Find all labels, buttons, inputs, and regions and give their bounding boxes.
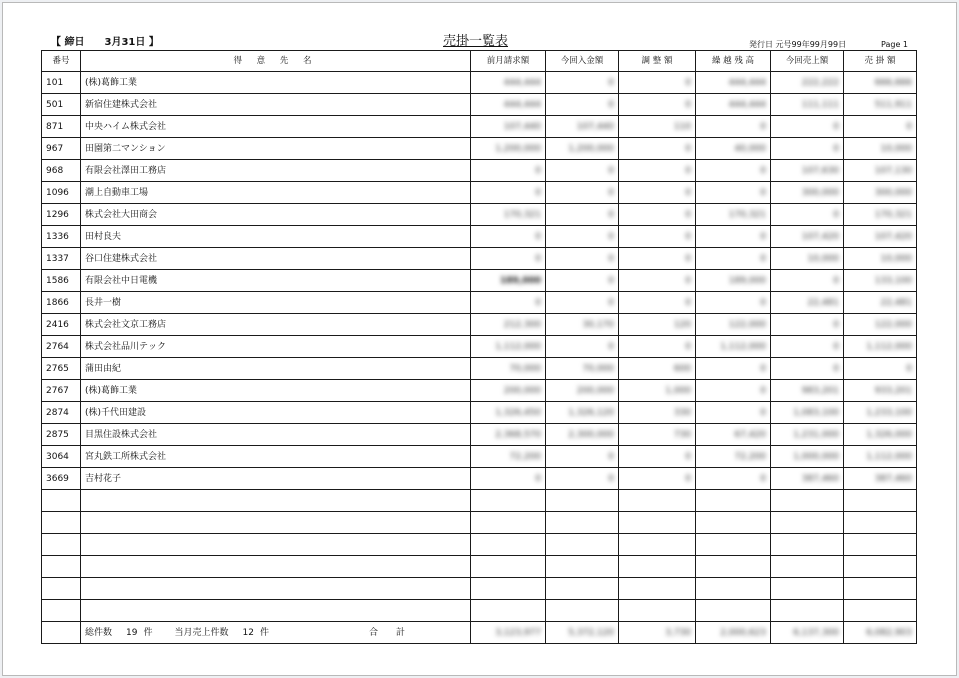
cell-prev-billing: 107,440 — [471, 116, 546, 138]
col-header-no: 番号 — [42, 51, 81, 72]
issue-date: 発行日 元号99年99月99日 — [749, 40, 847, 49]
cell-customer-no: 968 — [42, 160, 81, 182]
cell-payments: 0 — [546, 292, 619, 314]
table-row-empty — [42, 512, 917, 534]
empty-cell — [619, 578, 696, 600]
cell-sales: 1,083,100 — [771, 402, 844, 424]
cell-receivable: 666,666 — [844, 72, 917, 94]
empty-cell — [619, 556, 696, 578]
table-row — [42, 94, 917, 116]
cell-sales: 983,201 — [771, 380, 844, 402]
empty-cell — [546, 578, 619, 600]
table-row — [42, 380, 917, 402]
empty-cell — [81, 600, 471, 622]
cell-receivable: 1,112,000 — [844, 336, 917, 358]
cell-carried-balance: 0 — [696, 380, 771, 402]
cell-prev-billing: 170,321 — [471, 204, 546, 226]
cell-customer-no: 967 — [42, 138, 81, 160]
cell-receivable: 170,321 — [844, 204, 917, 226]
cell-sales: 222,222 — [771, 72, 844, 94]
cell-customer-no: 501 — [42, 94, 81, 116]
cell-customer-no: 1296 — [42, 204, 81, 226]
table-row — [42, 468, 917, 490]
cell-carried-balance: 40,000 — [696, 138, 771, 160]
empty-cell — [771, 600, 844, 622]
cell-carried-balance: 0 — [696, 248, 771, 270]
receivables-table — [41, 50, 917, 644]
closing-date: 【 締日 3月31日 】 — [51, 37, 159, 48]
cell-payments: 200,000 — [546, 380, 619, 402]
cell-payments: 0 — [546, 204, 619, 226]
cell-payments: 0 — [546, 468, 619, 490]
total-carried: 2,000,623 — [696, 622, 771, 644]
cell-customer-name: 株式会社文京工務店 — [81, 314, 471, 336]
table-row — [42, 116, 917, 138]
cell-sales: 0 — [771, 138, 844, 160]
empty-cell — [81, 556, 471, 578]
cell-customer-no: 2416 — [42, 314, 81, 336]
total-sales: 6,137,300 — [771, 622, 844, 644]
cell-sales: 107,630 — [771, 160, 844, 182]
cell-prev-billing: 0 — [471, 292, 546, 314]
cell-adjustment: 730 — [619, 424, 696, 446]
cell-prev-billing: 70,000 — [471, 358, 546, 380]
table-row — [42, 204, 917, 226]
cell-payments: 0 — [546, 160, 619, 182]
cell-customer-no: 1337 — [42, 248, 81, 270]
empty-cell — [42, 490, 81, 512]
cell-carried-balance: 1,112,000 — [696, 336, 771, 358]
cell-prev-billing: 2,368,570 — [471, 424, 546, 446]
cell-customer-no: 1866 — [42, 292, 81, 314]
sales-count-label: 当月売上件数 — [174, 627, 229, 638]
cell-prev-billing: 0 — [471, 226, 546, 248]
cell-receivable: 1,326,000 — [844, 424, 917, 446]
table-row — [42, 292, 917, 314]
cell-adjustment: 330 — [619, 402, 696, 424]
cell-carried-balance: 0 — [696, 160, 771, 182]
empty-cell — [619, 600, 696, 622]
cell-receivable: 107,130 — [844, 160, 917, 182]
cell-customer-no: 2764 — [42, 336, 81, 358]
col-header-receivable: 売 掛 額 — [844, 51, 917, 72]
cell-sales: 387,460 — [771, 468, 844, 490]
cell-carried-balance: 189,000 — [696, 270, 771, 292]
cell-customer-name: 目黒住設株式会社 — [81, 424, 471, 446]
cell-prev-billing: 72,200 — [471, 446, 546, 468]
cell-payments: 30,170 — [546, 314, 619, 336]
cell-carried-balance: 122,000 — [696, 314, 771, 336]
cell-sales: 300,000 — [771, 182, 844, 204]
empty-cell — [844, 512, 917, 534]
empty-cell — [696, 534, 771, 556]
cell-customer-name: (株)千代田建設 — [81, 402, 471, 424]
cell-prev-billing: 0 — [471, 182, 546, 204]
cell-prev-billing: 444,444 — [471, 72, 546, 94]
empty-cell — [844, 600, 917, 622]
empty-cell — [471, 556, 546, 578]
cell-customer-name: 有限会社澤田工務店 — [81, 160, 471, 182]
cell-prev-billing: 1,112,000 — [471, 336, 546, 358]
cell-customer-name: 蒲田由紀 — [81, 358, 471, 380]
empty-cell — [696, 490, 771, 512]
table-header-row — [42, 51, 917, 72]
cell-customer-no: 2767 — [42, 380, 81, 402]
empty-cell — [771, 490, 844, 512]
empty-cell — [771, 534, 844, 556]
empty-cell — [471, 600, 546, 622]
col-header-payments: 今回入金額 — [546, 51, 619, 72]
empty-cell — [771, 512, 844, 534]
cell-customer-no: 2875 — [42, 424, 81, 446]
cell-prev-billing: 189,000 — [471, 270, 546, 292]
cell-sales: 0 — [771, 336, 844, 358]
empty-cell — [844, 556, 917, 578]
cell-carried-balance: 67,420 — [696, 424, 771, 446]
empty-cell — [619, 490, 696, 512]
cell-payments: 0 — [546, 446, 619, 468]
empty-cell — [546, 490, 619, 512]
table-row — [42, 160, 917, 182]
cell-adjustment: 0 — [619, 468, 696, 490]
empty-cell — [844, 578, 917, 600]
table-row — [42, 138, 917, 160]
cell-customer-no: 101 — [42, 72, 81, 94]
cell-payments: 1,326,120 — [546, 402, 619, 424]
cell-carried-balance: 170,321 — [696, 204, 771, 226]
totals-blank-cell — [42, 622, 81, 644]
table-row — [42, 402, 917, 424]
table-row — [42, 446, 917, 468]
cell-prev-billing: 1,200,000 — [471, 138, 546, 160]
table-body — [42, 72, 917, 622]
total-receivable: 6,082,903 — [844, 622, 917, 644]
cell-receivable: 122,000 — [844, 314, 917, 336]
empty-cell — [81, 512, 471, 534]
total-count-unit: 件 — [143, 627, 153, 638]
total-count-label: 総件数 — [85, 627, 113, 638]
cell-customer-no: 871 — [42, 116, 81, 138]
cell-payments: 70,000 — [546, 358, 619, 380]
cell-carried-balance: 0 — [696, 182, 771, 204]
cell-payments: 1,200,000 — [546, 138, 619, 160]
total-adjustment: 3,730 — [619, 622, 696, 644]
empty-cell — [619, 534, 696, 556]
cell-receivable: 0 — [844, 116, 917, 138]
cell-prev-billing: 0 — [471, 468, 546, 490]
empty-cell — [471, 578, 546, 600]
sales-count-unit: 件 — [259, 627, 269, 638]
cell-prev-billing: 1,326,450 — [471, 402, 546, 424]
cell-adjustment: 0 — [619, 182, 696, 204]
cell-receivable: 1,112,000 — [844, 446, 917, 468]
cell-payments: 0 — [546, 182, 619, 204]
cell-adjustment: 0 — [619, 226, 696, 248]
cell-adjustment: 0 — [619, 292, 696, 314]
cell-carried-balance: 444,444 — [696, 72, 771, 94]
cell-adjustment: 0 — [619, 138, 696, 160]
sales-count-value: 12 — [242, 627, 254, 638]
cell-customer-name: 吉村花子 — [81, 468, 471, 490]
cell-receivable: 300,000 — [844, 182, 917, 204]
empty-cell — [81, 534, 471, 556]
cell-adjustment: 0 — [619, 446, 696, 468]
cell-receivable: 133,100 — [844, 270, 917, 292]
cell-sales: 111,111 — [771, 94, 844, 116]
cell-receivable: 107,420 — [844, 226, 917, 248]
cell-adjustment: 0 — [619, 94, 696, 116]
table-row-empty — [42, 578, 917, 600]
empty-cell — [771, 556, 844, 578]
cell-sales: 1,000,000 — [771, 446, 844, 468]
cell-adjustment: 0 — [619, 204, 696, 226]
empty-cell — [696, 600, 771, 622]
cell-customer-name: 有限会社中日電機 — [81, 270, 471, 292]
cell-carried-balance: 0 — [696, 226, 771, 248]
cell-sales: 0 — [771, 358, 844, 380]
cell-carried-balance: 0 — [696, 402, 771, 424]
cell-customer-name: 谷口住建株式会社 — [81, 248, 471, 270]
table-row-empty — [42, 556, 917, 578]
cell-adjustment: 0 — [619, 248, 696, 270]
cell-sales: 0 — [771, 116, 844, 138]
empty-cell — [844, 490, 917, 512]
empty-cell — [471, 534, 546, 556]
col-header-carried-balance: 繰 越 残 高 — [696, 51, 771, 72]
cell-carried-balance: 0 — [696, 116, 771, 138]
cell-prev-billing: 0 — [471, 160, 546, 182]
total-count-value: 19 — [126, 627, 138, 638]
cell-receivable: 0 — [844, 358, 917, 380]
cell-customer-no: 1586 — [42, 270, 81, 292]
cell-receivable: 22,481 — [844, 292, 917, 314]
cell-customer-name: 潮上自動車工場 — [81, 182, 471, 204]
cell-customer-name: (株)葛飾工業 — [81, 72, 471, 94]
cell-carried-balance: 0 — [696, 292, 771, 314]
empty-cell — [42, 556, 81, 578]
empty-cell — [81, 490, 471, 512]
cell-receivable: 10,000 — [844, 138, 917, 160]
cell-adjustment: 1,000 — [619, 380, 696, 402]
empty-cell — [81, 578, 471, 600]
cell-sales: 107,420 — [771, 226, 844, 248]
cell-customer-no: 2874 — [42, 402, 81, 424]
cell-receivable: 387,460 — [844, 468, 917, 490]
totals-summary-cell — [81, 622, 471, 644]
cell-sales: 0 — [771, 204, 844, 226]
total-prev-billing: 3,123,977 — [471, 622, 546, 644]
table-row — [42, 72, 917, 94]
cell-sales: 0 — [771, 270, 844, 292]
table-row — [42, 182, 917, 204]
empty-cell — [619, 512, 696, 534]
cell-adjustment: 600 — [619, 358, 696, 380]
col-header-adjustment: 調 整 額 — [619, 51, 696, 72]
cell-customer-name: 株式会社大田商会 — [81, 204, 471, 226]
col-header-sales: 今回売上額 — [771, 51, 844, 72]
cell-customer-no: 1096 — [42, 182, 81, 204]
empty-cell — [42, 534, 81, 556]
empty-cell — [42, 512, 81, 534]
grand-total-label: 合 計 — [368, 627, 405, 638]
cell-customer-no: 3064 — [42, 446, 81, 468]
table-row — [42, 248, 917, 270]
empty-cell — [546, 512, 619, 534]
table-row-empty — [42, 490, 917, 512]
cell-payments: 0 — [546, 248, 619, 270]
cell-prev-billing: 0 — [471, 248, 546, 270]
cell-customer-name: 株式会社品川テック — [81, 336, 471, 358]
cell-receivable: 1,233,100 — [844, 402, 917, 424]
cell-sales: 0 — [771, 314, 844, 336]
empty-cell — [696, 578, 771, 600]
cell-customer-name: 長井一樹 — [81, 292, 471, 314]
cell-receivable: 933,201 — [844, 380, 917, 402]
empty-cell — [42, 578, 81, 600]
cell-adjustment: 0 — [619, 336, 696, 358]
table-row — [42, 358, 917, 380]
cell-payments: 107,440 — [546, 116, 619, 138]
cell-adjustment: 120 — [619, 314, 696, 336]
cell-customer-name: 中央ハイム株式会社 — [81, 116, 471, 138]
table-row-empty — [42, 534, 917, 556]
table-row — [42, 270, 917, 292]
table-row — [42, 424, 917, 446]
cell-adjustment: 0 — [619, 160, 696, 182]
empty-cell — [546, 534, 619, 556]
cell-adjustment: 0 — [619, 270, 696, 292]
totals-row — [42, 622, 917, 644]
col-header-prev-billing: 前月請求額 — [471, 51, 546, 72]
empty-cell — [471, 512, 546, 534]
empty-cell — [471, 490, 546, 512]
cell-receivable: 10,000 — [844, 248, 917, 270]
cell-payments: 0 — [546, 226, 619, 248]
table-row — [42, 336, 917, 358]
page-number: Page 1 — [881, 40, 908, 49]
cell-payments: 0 — [546, 270, 619, 292]
empty-cell — [696, 512, 771, 534]
empty-cell — [771, 578, 844, 600]
cell-customer-no: 1336 — [42, 226, 81, 248]
cell-customer-no: 2765 — [42, 358, 81, 380]
cell-payments: 2,300,000 — [546, 424, 619, 446]
cell-payments: 0 — [546, 72, 619, 94]
cell-prev-billing: 212,300 — [471, 314, 546, 336]
cell-carried-balance: 72,200 — [696, 446, 771, 468]
report-title: 売掛一覧表 — [443, 34, 509, 49]
cell-carried-balance: 0 — [696, 358, 771, 380]
cell-payments: 0 — [546, 94, 619, 116]
cell-customer-name: 田村良夫 — [81, 226, 471, 248]
cell-sales: 10,000 — [771, 248, 844, 270]
cell-adjustment: 110 — [619, 116, 696, 138]
empty-cell — [844, 534, 917, 556]
cell-sales: 22,481 — [771, 292, 844, 314]
col-header-customer: 得 意 先 名 — [81, 51, 471, 72]
empty-cell — [546, 600, 619, 622]
table-row-empty — [42, 600, 917, 622]
cell-receivable: 511,911 — [844, 94, 917, 116]
cell-customer-no: 3669 — [42, 468, 81, 490]
cell-customer-name: 新宿住建株式会社 — [81, 94, 471, 116]
cell-sales: 1,231,000 — [771, 424, 844, 446]
cell-customer-name: 宮丸鉄工所株式会社 — [81, 446, 471, 468]
cell-carried-balance: 0 — [696, 468, 771, 490]
cell-prev-billing: 200,000 — [471, 380, 546, 402]
table-row — [42, 314, 917, 336]
cell-carried-balance: 444,444 — [696, 94, 771, 116]
cell-payments: 0 — [546, 336, 619, 358]
cell-prev-billing: 444,444 — [471, 94, 546, 116]
empty-cell — [42, 600, 81, 622]
empty-cell — [696, 556, 771, 578]
table-row — [42, 226, 917, 248]
cell-customer-name: 田園第二マンション — [81, 138, 471, 160]
total-payments: 5,372,120 — [546, 622, 619, 644]
cell-adjustment: 0 — [619, 72, 696, 94]
empty-cell — [546, 556, 619, 578]
cell-customer-name: (株)葛飾工業 — [81, 380, 471, 402]
